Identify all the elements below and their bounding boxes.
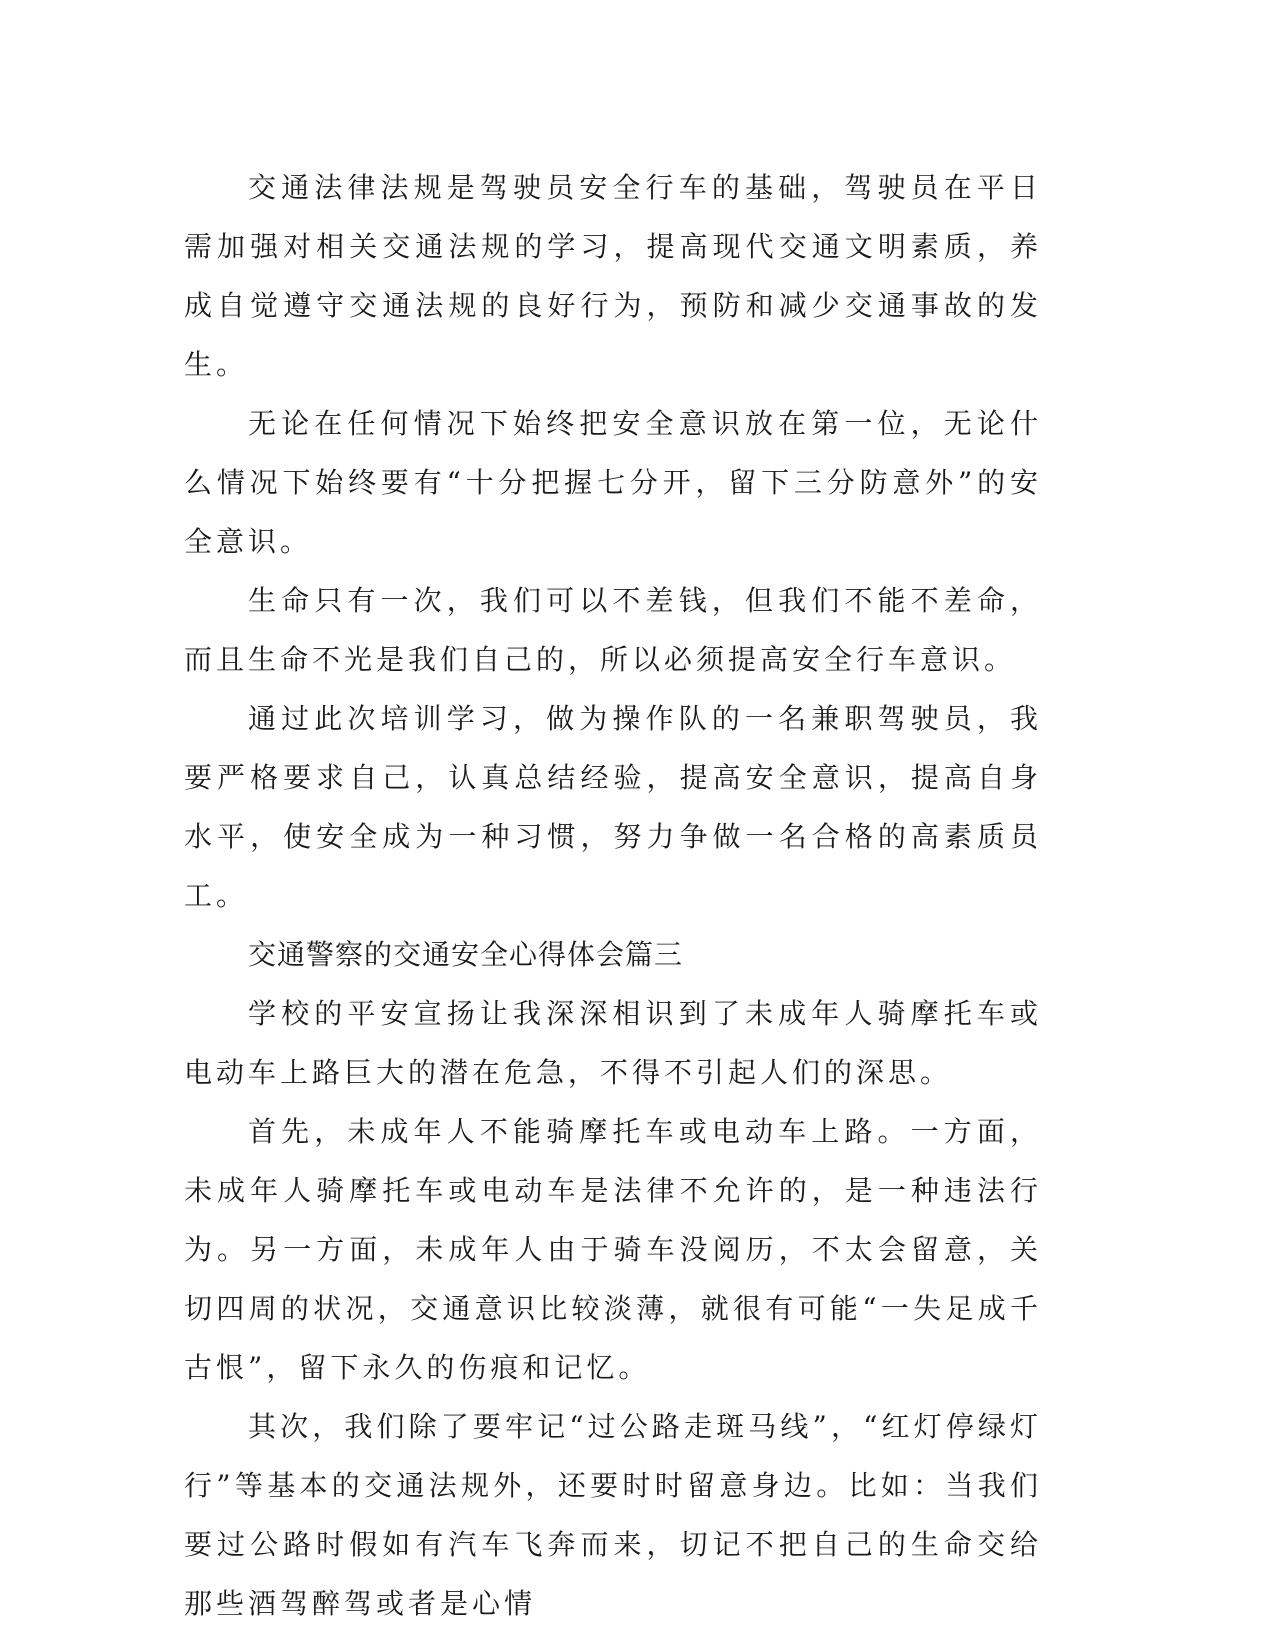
document-body (184, 158, 1042, 1633)
section-paragraph-2: 首先，未成年人不能骑摩托车或电动车上路。一方面，未成年人骑摩托车或电动车是法律不允许的，是一种违法行为。另一方面，未成年人由于骑车没阅历，不太会留意，关切四周的状况，交通意识比较淡薄，就很有可能“一失足成千古恨”，留下永久的伤痕和记忆。 (184, 1115, 1042, 1384)
section-paragraph-1: 学校的平安宣扬让我深深相识到了未成年人骑摩托车或电动车上路巨大的潜在危急，不得不引起人们的深思。 (184, 997, 1042, 1089)
paragraph-4: 通过此次培训学习，做为操作队的一名兼职驾驶员，我要严格要求自己，认真总结经验，提高安全意识，提高自身水平，使安全成为一种习惯，努力争做一名合格的高素质员工。 (184, 702, 1042, 912)
paragraph-2: 无论在任何情况下始终把安全意识放在第一位，无论什么情况下始终要有“十分把握七分开，留下三分防意外”的安全意识。 (184, 407, 1042, 558)
paragraph-1: 交通法律法规是驾驶员安全行车的基础，驾驶员在平日需加强对相关交通法规的学习，提高现代交通文明素质，养成自觉遵守交通法规的良好行为，预防和减少交通事故的发生。 (184, 171, 1042, 381)
section-paragraph-3: 其次，我们除了要牢记“过公路走斑马线”，“红灯停绿灯行”等基本的交通法规外，还要时时留意身边。比如：当我们要过公路时假如有汽车飞奔而来，切记不把自己的生命交给那些酒驾醉驾或者是心情 (184, 1410, 1042, 1620)
section-title: 交通警察的交通安全心得体会篇三 (248, 938, 684, 971)
paragraph-3: 生命只有一次，我们可以不差钱，但我们不能不差命，而且生命不光是我们自己的，所以必须提高安全行车意识。 (184, 584, 1042, 676)
